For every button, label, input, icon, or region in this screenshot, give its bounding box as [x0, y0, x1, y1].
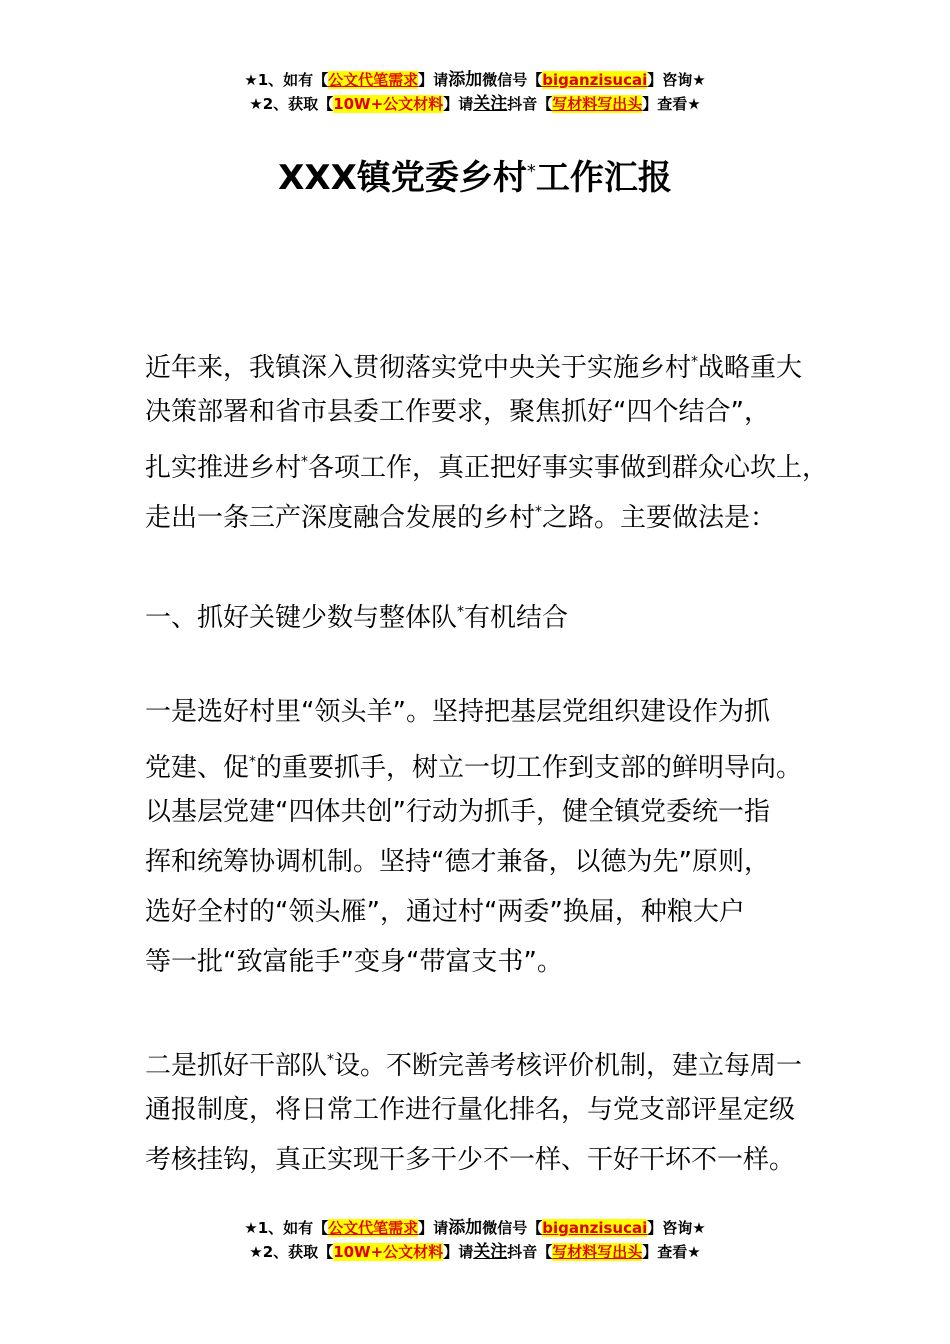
ad-text: 】查看★: [642, 95, 701, 113]
text-run: 选好全村的“领头雁”，通过村“两委”换届，种粮大户: [145, 897, 745, 927]
ad-text: 微信号【: [482, 1219, 543, 1237]
douyin-id-highlight: 写材料写出头: [552, 1243, 643, 1261]
ad-banner-bottom: [0, 1216, 950, 1264]
ad-highlight: 10W+公文材料: [333, 95, 444, 113]
text-run: 一是选好村里“领头羊”。坚持把基层党组织建设作为抓: [145, 697, 770, 727]
ad-text: 】请: [443, 1243, 474, 1261]
text-run: 一、抓好关键少数与整体队: [145, 603, 458, 633]
ad-emphasis: 添加: [448, 1218, 483, 1238]
ad-text: 】请: [418, 71, 449, 89]
ad-text: 】请: [443, 95, 474, 113]
redaction-mark: *: [457, 604, 465, 620]
text-line: [145, 387, 835, 437]
ad-text: 】请: [418, 1219, 449, 1237]
text-run: 考核挂钩，真正实现干多干少不一样、干好干坏不一样。: [145, 1145, 796, 1175]
redaction-mark: *: [691, 354, 699, 370]
ad-highlight: 公文代笔需求: [328, 71, 419, 89]
ad-text: ★2、获取【: [249, 95, 334, 113]
title-text: XXX镇党委乡村: [278, 158, 527, 198]
ad-text: 微信号【: [482, 71, 543, 89]
ad-line-2: [0, 92, 950, 116]
text-run: 二是抓好干部队: [145, 1051, 328, 1081]
text-run: 走出一条三产深度融合发展的乡村: [145, 503, 536, 533]
ad-text: ★1、如有【: [244, 71, 329, 89]
section-heading-1: [145, 587, 835, 637]
ad-line-1: [0, 68, 950, 92]
ad-highlight: 10W+公文材料: [333, 1243, 444, 1261]
ad-text: ★1、如有【: [244, 1219, 329, 1237]
text-line: [145, 337, 835, 387]
ad-banner-top: [0, 68, 950, 116]
text-line: [145, 1035, 835, 1085]
text-run: 有机结合: [464, 603, 569, 633]
text-run: 挥和统筹协调机制。坚持“德才兼备，以德为先”原则，: [145, 847, 770, 877]
ad-text: 抖音【: [507, 1243, 553, 1261]
text-line: [145, 487, 835, 537]
paragraph-intro: [145, 337, 835, 537]
text-run: 通报制度，将日常工作进行量化排名，与党支部评星定级: [145, 1095, 796, 1125]
text-line: [145, 437, 835, 487]
ad-highlight: 公文代笔需求: [328, 1219, 419, 1237]
redaction-mark: *: [535, 504, 543, 520]
douyin-id-highlight: 写材料写出头: [552, 95, 643, 113]
page-title: [0, 150, 950, 199]
text-line: [145, 1135, 835, 1185]
text-run: 近年来，我镇深入贯彻落实党中央关于实施乡村: [145, 353, 692, 383]
ad-emphasis: 关注: [473, 94, 508, 114]
title-mark: *: [526, 161, 536, 182]
ad-line-2: [0, 1240, 950, 1264]
text-run: 设。不断完善考核评价机制，建立每周一: [334, 1051, 803, 1081]
wechat-id-highlight: biganzisucai: [542, 71, 648, 89]
redaction-mark: *: [301, 454, 309, 470]
text-run: 等一批“致富能手”变身“带富支书”。: [145, 947, 563, 977]
text-run: 各项工作，真正把好事实事做到群众心坎上，: [308, 453, 829, 483]
paragraph-2: [145, 1035, 835, 1185]
text-line: [145, 687, 835, 737]
paragraph-1: [145, 687, 835, 987]
ad-emphasis: 关注: [473, 1242, 508, 1262]
ad-text: ★2、获取【: [249, 1243, 334, 1261]
ad-emphasis: 添加: [448, 70, 483, 90]
ad-line-1: [0, 1216, 950, 1240]
text-line: [145, 887, 835, 937]
text-run: 党建、促: [145, 753, 250, 783]
text-run: 决策部署和省市县委工作要求，聚焦抓好“四个结合”，: [145, 397, 770, 427]
ad-text: 】咨询★: [647, 71, 706, 89]
text-run: 的重要抓手，树立一切工作到支部的鲜明导向。: [256, 753, 803, 783]
text-line: [145, 1085, 835, 1135]
title-text: 工作汇报: [535, 158, 672, 198]
text-line: [145, 587, 835, 637]
text-run: 以基层党建“四体共创”行动为抓手，健全镇党委统一指: [145, 797, 770, 827]
ad-text: 】查看★: [642, 1243, 701, 1261]
ad-text: 抖音【: [507, 95, 553, 113]
wechat-id-highlight: biganzisucai: [542, 1219, 648, 1237]
text-run: 之路。主要做法是：: [542, 503, 777, 533]
redaction-mark: *: [249, 754, 257, 770]
text-line: [145, 787, 835, 837]
text-run: 战略重大: [698, 353, 803, 383]
text-line: [145, 737, 835, 787]
text-run: 扎实推进乡村: [145, 453, 302, 483]
text-line: [145, 837, 835, 887]
text-line: [145, 937, 835, 987]
redaction-mark: *: [327, 1052, 335, 1068]
ad-text: 】咨询★: [647, 1219, 706, 1237]
